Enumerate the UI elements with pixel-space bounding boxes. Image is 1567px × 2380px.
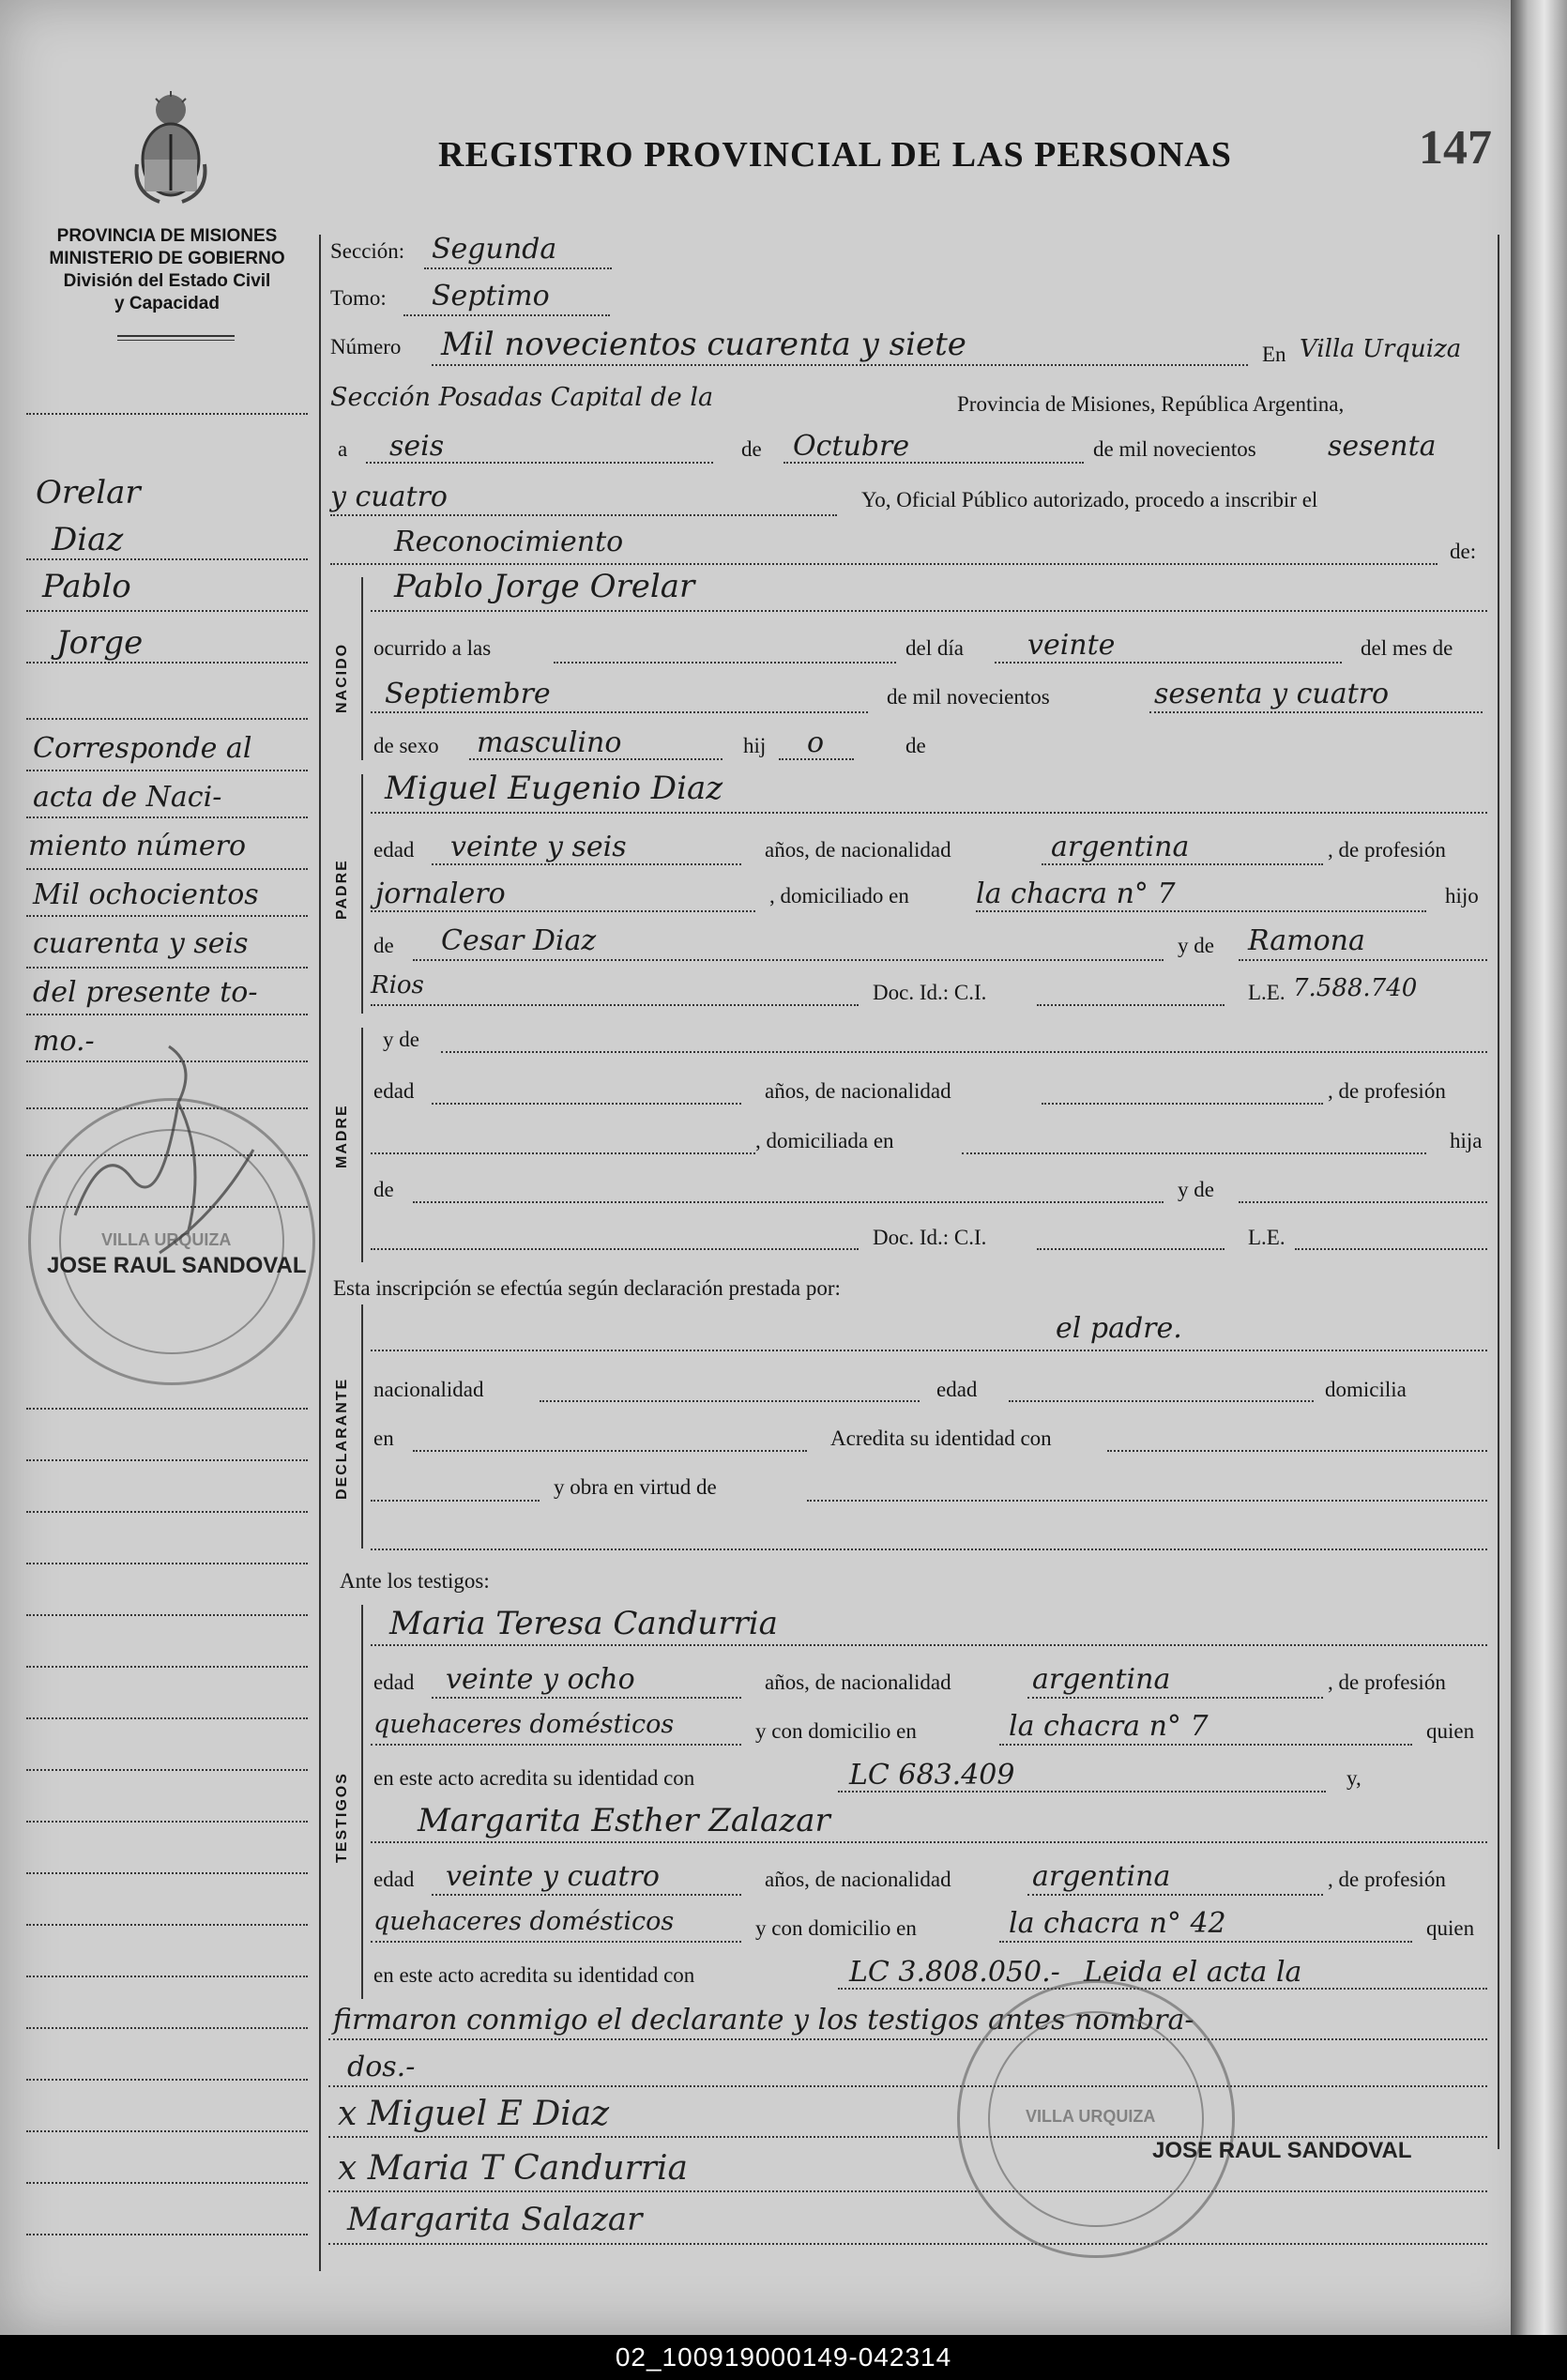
- testigo1-name: Maria Teresa Candurria: [389, 1605, 778, 1642]
- testigo2-prof-label: , de profesión: [1328, 1868, 1446, 1891]
- padre-nac-value: argentina: [1051, 831, 1190, 863]
- page-number: 147: [1419, 121, 1492, 175]
- declarante-edad-label: edad: [936, 1378, 978, 1401]
- madre-y-de2-label: y de: [1178, 1178, 1214, 1201]
- declarante-intro: Esta inscripción se efectúa según declaración prestada por:: [333, 1276, 841, 1300]
- left-margin-rule: [319, 235, 321, 2271]
- oficial-text: Yo, Oficial Público autorizado, procedo a inscribir el: [861, 488, 1318, 511]
- mil-label: de mil novecientos: [887, 685, 1050, 709]
- lugar-value: Villa Urquiza: [1300, 335, 1462, 363]
- margin-note-line: Corresponde al: [33, 732, 252, 765]
- le-label: L.E.: [1248, 981, 1286, 1004]
- document-title: REGISTRO PROVINCIAL DE LAS PERSONAS: [438, 135, 1232, 175]
- margin-note-line: acta de Naci-: [33, 781, 222, 814]
- margin-note-line: cuarenta y seis: [33, 927, 249, 960]
- declarante-nac-label: nacionalidad: [373, 1378, 484, 1401]
- padre-prof-label: , de profesión: [1328, 838, 1446, 862]
- declarante-bracket: [361, 1304, 363, 1549]
- margin-note-line: miento número: [28, 830, 247, 862]
- dia-value: seis: [389, 430, 445, 463]
- testigo2-nac-value: argentina: [1032, 1860, 1171, 1893]
- divider: [117, 340, 235, 341]
- sexo-label: de sexo: [373, 734, 439, 757]
- testigos-section-label: TESTIGOS: [334, 1772, 350, 1863]
- signature-testigo2: Margarita Salazar: [347, 2201, 643, 2238]
- numero-label: Número: [330, 335, 402, 359]
- declarante-dom-label: domicilia: [1325, 1378, 1407, 1401]
- madre-section-label: MADRE: [334, 1104, 350, 1168]
- divider: [117, 335, 235, 337]
- tomo-value: Septimo: [432, 280, 550, 313]
- scan-filename: 02_100919000149-042314: [0, 2335, 1567, 2380]
- testigo1-edad-value: veinte y ocho: [446, 1663, 635, 1696]
- dia-nacimiento-value: veinte: [1027, 629, 1116, 662]
- y-de-label: y de: [1178, 934, 1214, 957]
- provincia-text: Provincia de Misiones, República Argentina,: [957, 392, 1345, 416]
- testigos-bracket: [361, 1605, 363, 1999]
- ministry-line: PROVINCIA DE MISIONES: [56, 226, 278, 246]
- seccion-label: Sección:: [330, 239, 405, 263]
- official-stamp: VILLA URQUIZA: [28, 1098, 315, 1385]
- margin-surname: Orelar: [36, 474, 141, 511]
- closing-text: dos.-: [347, 2051, 416, 2083]
- de-label: de: [741, 437, 762, 461]
- madre-bracket: [361, 1028, 363, 1262]
- testigo2-name: Margarita Esther Zalazar: [418, 1802, 830, 1839]
- testigo1-dom-value: la chacra n° 7: [1009, 1710, 1209, 1743]
- padre-edad-label: edad: [373, 838, 415, 862]
- acto-value: Reconocimiento: [394, 526, 624, 558]
- coat-of-arms-emblem: [131, 89, 211, 206]
- madre-dom-label: , domiciliada en: [755, 1129, 894, 1152]
- testigo2-edad-label: edad: [373, 1868, 415, 1891]
- book-spine-edge: [1511, 0, 1567, 2335]
- testigo2-quien-label: quien: [1426, 1916, 1475, 1940]
- right-margin-rule: [1498, 235, 1499, 2149]
- declarante-acredita-label: Acredita su identidad con: [830, 1426, 1052, 1450]
- abuela-paterna-value-cont: Rios: [371, 971, 424, 999]
- mil-label: de mil novecientos: [1093, 437, 1256, 461]
- de-label: de: [373, 934, 394, 957]
- testigo2-acredita-label: en este acto acredita su identidad con: [373, 1963, 695, 1987]
- madre-nac-label: años, de nacionalidad: [765, 1079, 951, 1103]
- madre-prof-label: , de profesión: [1328, 1079, 1446, 1103]
- mes-nacimiento-value: Septiembre: [385, 678, 551, 710]
- ministry-line: MINISTERIO DE GOBIERNO: [49, 249, 285, 268]
- padre-name: Miguel Eugenio Diaz: [385, 770, 723, 807]
- testigo1-acredita-label: en este acto acredita su identidad con: [373, 1766, 695, 1790]
- testigo2-nac-label: años, de nacionalidad: [765, 1868, 951, 1891]
- nacido-bracket: [361, 577, 363, 760]
- doc-label: Doc. Id.: C.I.: [873, 981, 987, 1004]
- ministry-block: [26, 225, 308, 315]
- padre-prof-value: jornalero: [375, 877, 506, 910]
- testigo2-prof-value: quehaceres domésticos: [373, 1907, 675, 1936]
- nacido-section-label: NACIDO: [334, 642, 350, 713]
- declarante-obra-label: y obra en virtud de: [554, 1475, 717, 1499]
- hija-label: hija: [1450, 1129, 1483, 1152]
- padre-dom-value: la chacra n° 7: [976, 877, 1176, 910]
- testigo1-dom-label: y con domicilio en: [755, 1719, 917, 1743]
- padre-edad-value: veinte y seis: [450, 831, 627, 863]
- anio-value-cont: y cuatro: [330, 481, 448, 513]
- official-name: JOSE RAUL SANDOVAL: [47, 1253, 307, 1278]
- de-label: de: [905, 734, 926, 757]
- madre-le-label: L.E.: [1248, 1226, 1286, 1249]
- en-label: En: [1262, 343, 1286, 366]
- signature-testigo1: x Maria T Candurria: [338, 2149, 688, 2188]
- official-name: JOSE RAUL SANDOVAL: [1152, 2138, 1412, 2163]
- anio-nacimiento-value: sesenta y cuatro: [1154, 678, 1390, 710]
- del-mes-label: del mes de: [1361, 636, 1453, 660]
- closing-text: Leida el acta la: [1084, 1956, 1302, 1989]
- margin-surname: Diaz: [52, 521, 124, 558]
- ministry-line: y Capacidad: [114, 294, 220, 313]
- ministry-line: División del Estado Civil: [63, 271, 271, 291]
- padre-section-label: PADRE: [334, 859, 350, 920]
- madre-de-label: de: [373, 1178, 394, 1201]
- a-label: a: [338, 437, 348, 461]
- sexo-value: masculino: [477, 726, 622, 759]
- margin-note-line: mo.-: [33, 1025, 95, 1058]
- testigo1-id-value: LC 683.409: [849, 1759, 1015, 1792]
- signature-padre: x Miguel E Diaz: [338, 2095, 610, 2133]
- testigo1-y: y,: [1346, 1766, 1362, 1790]
- padre-dom-label: , domiciliado en: [769, 884, 909, 908]
- del-dia-label: del día: [905, 636, 964, 660]
- anio-value: sesenta: [1328, 430, 1437, 463]
- margin-note-line: Mil ochocientos: [33, 878, 259, 911]
- declarante-en-label: en: [373, 1426, 394, 1450]
- margin-firstname: Jorge: [56, 624, 144, 662]
- closing-text: firmaron conmigo el declarante y los testigos antes nombra-: [333, 2004, 1194, 2037]
- declarante-value: el padre.: [1056, 1312, 1182, 1345]
- nacido-name: Pablo Jorge Orelar: [394, 568, 695, 605]
- lugar-value-cont: Sección Posadas Capital de la: [330, 383, 714, 412]
- margin-note-line: del presente to-: [33, 976, 258, 1009]
- testigo1-edad-label: edad: [373, 1671, 415, 1694]
- testigo2-dom-value: la chacra n° 42: [1009, 1907, 1226, 1940]
- ocurrido-label: ocurrido a las: [373, 636, 492, 660]
- tomo-label: Tomo:: [330, 286, 387, 310]
- margin-firstname: Pablo: [42, 568, 131, 605]
- padre-nac-label: años, de nacionalidad: [765, 838, 951, 862]
- testigo1-nac-value: argentina: [1032, 1663, 1171, 1696]
- hij-value: o: [807, 726, 825, 759]
- numero-value: Mil novecientos cuarenta y siete: [441, 326, 966, 363]
- madre-y-de-label: y de: [383, 1028, 419, 1051]
- testigo1-prof-label: , de profesión: [1328, 1671, 1446, 1694]
- seccion-value: Segunda: [432, 233, 557, 266]
- abuelo-paterno-value: Cesar Diaz: [441, 924, 597, 957]
- madre-edad-label: edad: [373, 1079, 415, 1103]
- de-colon: de:: [1450, 540, 1477, 563]
- testigo2-dom-label: y con domicilio en: [755, 1916, 917, 1940]
- hij-label: hij: [743, 734, 767, 757]
- testigo1-quien-label: quien: [1426, 1719, 1475, 1743]
- hijo-label: hijo: [1445, 884, 1479, 908]
- testigo2-edad-value: veinte y cuatro: [446, 1860, 660, 1893]
- le-value: 7.588.740: [1293, 974, 1418, 1002]
- margin-signature-scribble: [66, 1028, 272, 1272]
- mes-value: Octubre: [793, 430, 910, 463]
- testigos-intro: Ante los testigos:: [340, 1569, 490, 1593]
- padre-bracket: [361, 774, 363, 1014]
- testigo2-id-value: LC 3.808.050.-: [849, 1956, 1060, 1989]
- declarante-section-label: DECLARANTE: [334, 1377, 350, 1500]
- abuela-paterna-value: Ramona: [1248, 924, 1365, 957]
- testigo1-nac-label: años, de nacionalidad: [765, 1671, 951, 1694]
- testigo1-prof-value: quehaceres domésticos: [373, 1710, 675, 1739]
- madre-doc-label: Doc. Id.: C.I.: [873, 1226, 987, 1249]
- official-stamp: VILLA URQUIZA: [957, 1980, 1235, 2258]
